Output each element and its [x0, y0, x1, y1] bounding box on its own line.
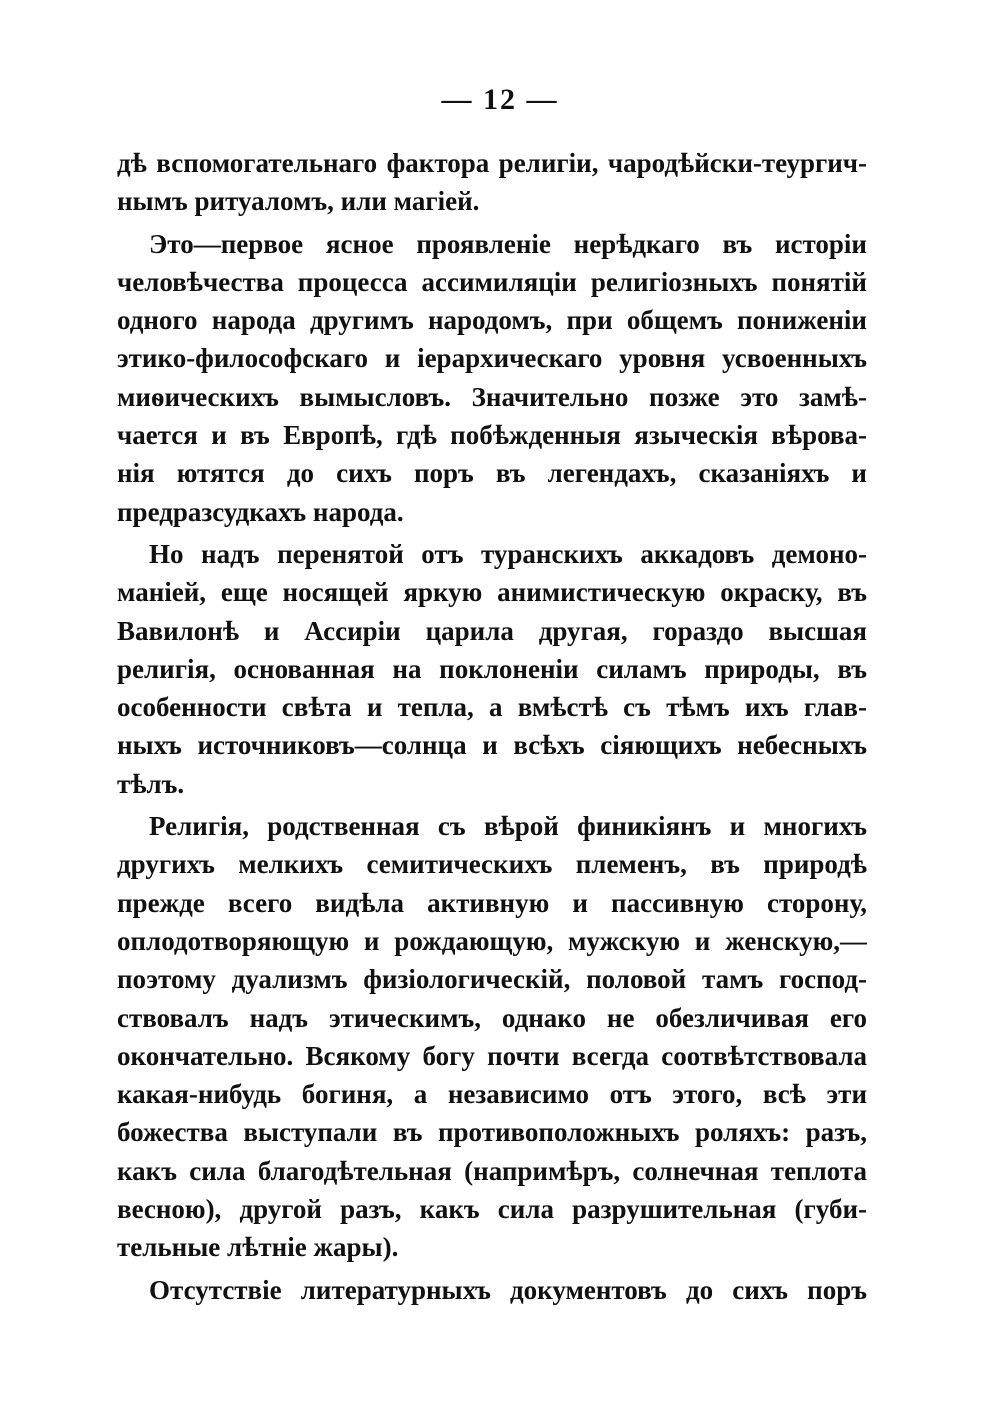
paragraph	[117, 535, 867, 803]
text-line: поэтому дуализмъ физіологическій, половой тамъ господ-	[117, 964, 867, 995]
text-line: ствовалъ надъ этическимъ, однако не обезличивая его	[117, 1002, 867, 1033]
body-text	[117, 144, 867, 1313]
paragraph	[117, 225, 867, 531]
text-line: прежде всего видѣла активную и пассивную сторону,	[117, 887, 867, 918]
text-line: миѳическихъ вымысловъ. Значительно позже это замѣ-	[117, 381, 867, 412]
text-line: Религія, родственная съ вѣрой финикіянъ и многихъ	[149, 811, 867, 842]
text-line: одного народа другимъ народомъ, при общемъ пониженіи	[117, 305, 867, 336]
paragraph	[117, 1271, 867, 1309]
text-line: этико-философскаго и іерархическаго уровня усвоенныхъ	[117, 343, 867, 374]
text-line: другихъ мелкихъ семитическихъ племенъ, въ природѣ	[117, 849, 867, 880]
paragraph	[117, 144, 867, 221]
text-line: предразсудкахъ народа.	[117, 496, 404, 527]
text-line: какая-нибудь богиня, а независимо отъ этого, всѣ эти	[117, 1079, 867, 1110]
text-line: Вавилонѣ и Ассиріи царила другая, гораздо высшая	[117, 615, 867, 646]
text-line: Но надъ перенятой отъ туранскихъ аккадовъ демоно-	[149, 538, 867, 569]
text-line: божества выступали въ противоположныхъ роляхъ: разъ,	[117, 1117, 867, 1148]
text-line: тельные лѣтніе жары).	[117, 1232, 399, 1263]
text-line: религія, основанная на поклоненіи силамъ природы, въ	[117, 653, 867, 684]
text-line: маніей, еще носящей яркую анимистическую окраску, въ	[117, 577, 867, 608]
text-line: нія ютятся до сихъ поръ въ легендахъ, сказаніяхъ и	[117, 458, 867, 489]
text-line: дѣ вспомогательнаго фактора религіи, чародѣйски-теургич-	[117, 148, 867, 178]
text-line: тѣлъ.	[117, 768, 185, 799]
text-line: ныхъ источниковъ—солнца и всѣхъ сіяющихъ небесныхъ	[117, 730, 867, 761]
text-line: какъ сила благодѣтельная (напримѣръ, солнечная теплота	[117, 1155, 867, 1186]
page-number: — 12 —	[441, 83, 559, 116]
text-line: человѣчества процесса ассимиляціи религіозныхъ понятій	[117, 266, 867, 297]
text-line: весною), другой разъ, какъ сила разрушительная (губи-	[117, 1194, 867, 1225]
text-line: Это—первое ясное проявленіе нерѣдкаго въ исторіи	[149, 228, 867, 259]
text-line: нымъ ритуаломъ, или магіей.	[117, 186, 480, 217]
text-line: окончательно. Всякому богу почти всегда соотвѣтствовала	[117, 1040, 867, 1071]
text-line: оплодотворяющую и рождающую, мужскую и женскую,—	[117, 925, 867, 956]
paragraph	[117, 807, 867, 1267]
text-line: особенности свѣта и тепла, а вмѣстѣ съ тѣмъ ихъ глав-	[117, 692, 867, 723]
text-line: Отсутствіе литературныхъ документовъ до сихъ поръ	[149, 1274, 867, 1305]
text-line: чается и въ Европѣ, гдѣ побѣжденныя языческія вѣрова-	[117, 420, 867, 451]
